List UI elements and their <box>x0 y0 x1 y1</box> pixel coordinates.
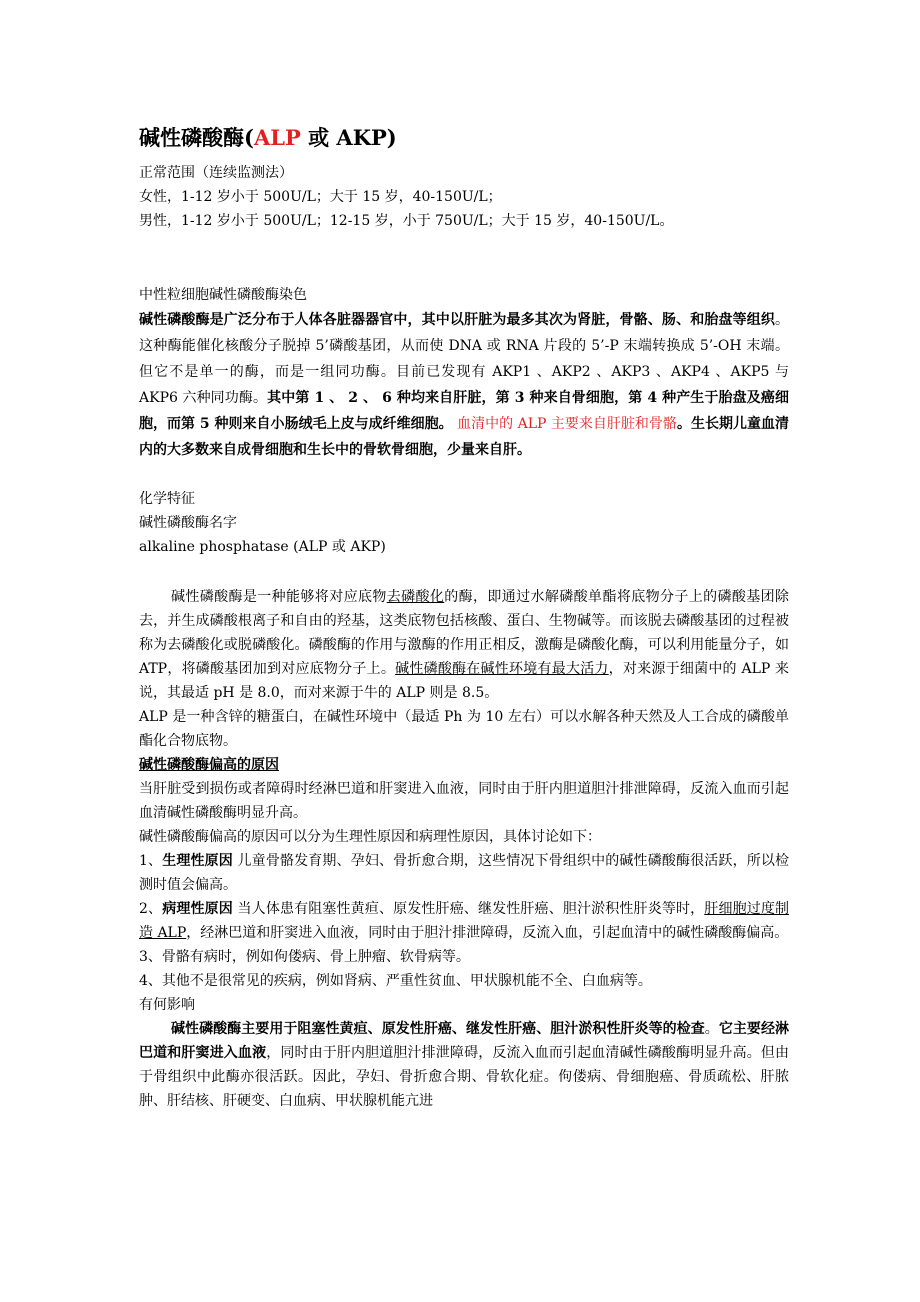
stain-red: 血清中的 ALP 主要来自肝脏和骨骼 <box>452 416 677 432</box>
effect-heading: 有何影响 <box>139 997 195 1013</box>
effect-paragraph <box>139 1017 789 1113</box>
high-item-1 <box>139 849 789 897</box>
normal-range-heading: 正常范围（连续监测法） <box>139 165 293 181</box>
item2-text-b: ，经淋巴道和肝窦进入血液，同时由于胆汁排泄障碍，反流入血，引起血清中的碱性磷酸酶偏高。 <box>186 925 789 941</box>
desc-p1-b: 的酶，即通过水解磷酸单酯将底物分子上的磷酸基团除去，并生成磷酸根离子和自由的羟基，这类底物包括核酸、蛋白、生物碱等。而该脱去磷酸基团的过程被称为去磷酸化或脱磷酸化。磷酸酶的作用与激酶的作用正相反，激酶是磷酸化酶，可以利用能量分子，如 ATP，将磷酸基团加到对应底物分子上。 <box>139 589 790 677</box>
item1-text: 儿童骨骼发育期、孕妇、骨折愈合期，这些情况下骨组织中的碱性磷酸酶很活跃，所以检测时值会偏高。 <box>139 853 790 893</box>
item1-bold: 生理性原因 <box>162 853 233 869</box>
high-item-4: 4、其他不是很常见的疾病，例如肾病、严重性贫血、甲状腺机能不全、白血病等。 <box>139 973 652 989</box>
page-title <box>139 124 789 152</box>
chem-heading: 化学特征 <box>139 491 195 507</box>
high-heading: 碱性磷酸酶偏高的原因 <box>139 757 279 773</box>
stain-bold2: 其中第 1 、 2 、 6 种均来自肝脏，第 3 种来自骨细胞，第 4 种产生于胎盘及癌细胞，而第 5 种则来自小肠绒毛上皮与成纤维细胞。 <box>139 390 789 432</box>
desc-p1-c: ，对来源于细菌中的 ALP 来说，其最适 pH 是 8.0，而对来源于牛的 ALP 则是 8.5。 <box>139 661 789 701</box>
title-alp: ALP <box>253 125 301 150</box>
stain-heading: 中性粒细胞碱性磷酸酶染色 <box>139 287 307 303</box>
desc-p1-underline1: 去磷酸化 <box>386 589 445 605</box>
effect-text1: 。 <box>704 1021 719 1037</box>
item1-number: 1、 <box>139 853 163 869</box>
high-item-2 <box>139 897 789 945</box>
stain-text1: 。这种酶能催化核酸分子脱掉 5’磷酸基团，从而使 DNA 或 RNA 片段的 5’-P 末端转换成 5’-OH 末端。但它不是单一的酶，而是一组同功酶。目前已发现有 AKP1 、AKP2 、AKP3 、AKP4 、AKP5 与 AKP6 六种同功酶。 <box>139 312 789 406</box>
stain-paragraph <box>139 307 789 463</box>
item2-text-a: 当人体患有阻塞性黄疸、原发性肝癌、继发性肝癌、胆汁淤积性肝炎等时， <box>232 901 705 917</box>
item2-underline: 肝细胞过度制造 ALP <box>139 901 790 941</box>
normal-range-female: 女性，1-12 岁小于 500U/L；大于 15 岁，40-150U/L； <box>139 189 502 205</box>
effect-text2: ，同时由于肝内胆道胆汁排泄障碍，反流入血而引起血清碱性磷酸酶明显升高。但由于骨组织中此酶亦很活跃。因此，孕妇、骨折愈合期、骨软化症。佝偻病、骨细胞癌、骨质疏松、肝脓肿、肝结核、肝硬变、白血病、甲状腺机能亢进 <box>139 1045 790 1109</box>
stain-bold1: 碱性磷酸酶是广泛分布于人体各脏器器官中，其中以肝脏为最多其次为肾脏，骨骼、肠、和胎盘等组织 <box>139 312 775 328</box>
title-part3: 或 AKP) <box>300 125 397 150</box>
chem-name-label: 碱性磷酸酶名字 <box>139 515 237 531</box>
document-page <box>139 124 789 1113</box>
item2-bold: 病理性原因 <box>162 901 233 917</box>
desc-paragraph-2: ALP 是一种含锌的糖蛋白，在碱性环境中（最适 Ph 为 10 左右）可以水解各种天然及人工合成的磷酸单酯化合物底物。 <box>139 709 789 749</box>
desc-p1-underline2: 碱性磷酸酶在碱性环境有最大活力 <box>395 661 609 677</box>
effect-bold2: 它主要经淋巴道和肝窦进入血液 <box>139 1021 789 1061</box>
high-paragraph-2: 碱性磷酸酶偏高的原因可以分为生理性原因和病理性原因，具体讨论如下： <box>139 829 601 845</box>
normal-range-male: 男性，1-12 岁小于 500U/L；12-15 岁，小于 750U/L；大于 15 岁，40-150U/L。 <box>139 213 674 229</box>
desc-paragraph-1 <box>139 585 789 705</box>
effect-bold1: 碱性磷酸酶主要用于阻塞性黄疸、原发性肝癌、继发性肝癌、胆汁淤积性肝炎等的检查 <box>171 1021 705 1037</box>
title-part1: 碱性磷酸酶( <box>139 125 254 150</box>
desc-p1-a: 碱性磷酸酶是一种能够将对应底物 <box>171 589 387 605</box>
high-paragraph-1: 当肝脏受到损伤或者障碍时经淋巴道和肝窦进入血液，同时由于肝内胆道胆汁排泄障碍，反流入血而引起血清碱性磷酸酶明显升高。 <box>139 781 789 821</box>
high-item-3: 3、骨骼有病时，例如佝偻病、骨上肿瘤、软骨病等。 <box>139 949 470 965</box>
stain-bold3: 。生长期儿童血清内的大多数来自成骨细胞和生长中的骨软骨细胞，少量来自肝。 <box>139 416 790 458</box>
chem-english: alkaline phosphatase (ALP 或 AKP) <box>139 539 386 555</box>
item2-number: 2、 <box>139 901 163 917</box>
